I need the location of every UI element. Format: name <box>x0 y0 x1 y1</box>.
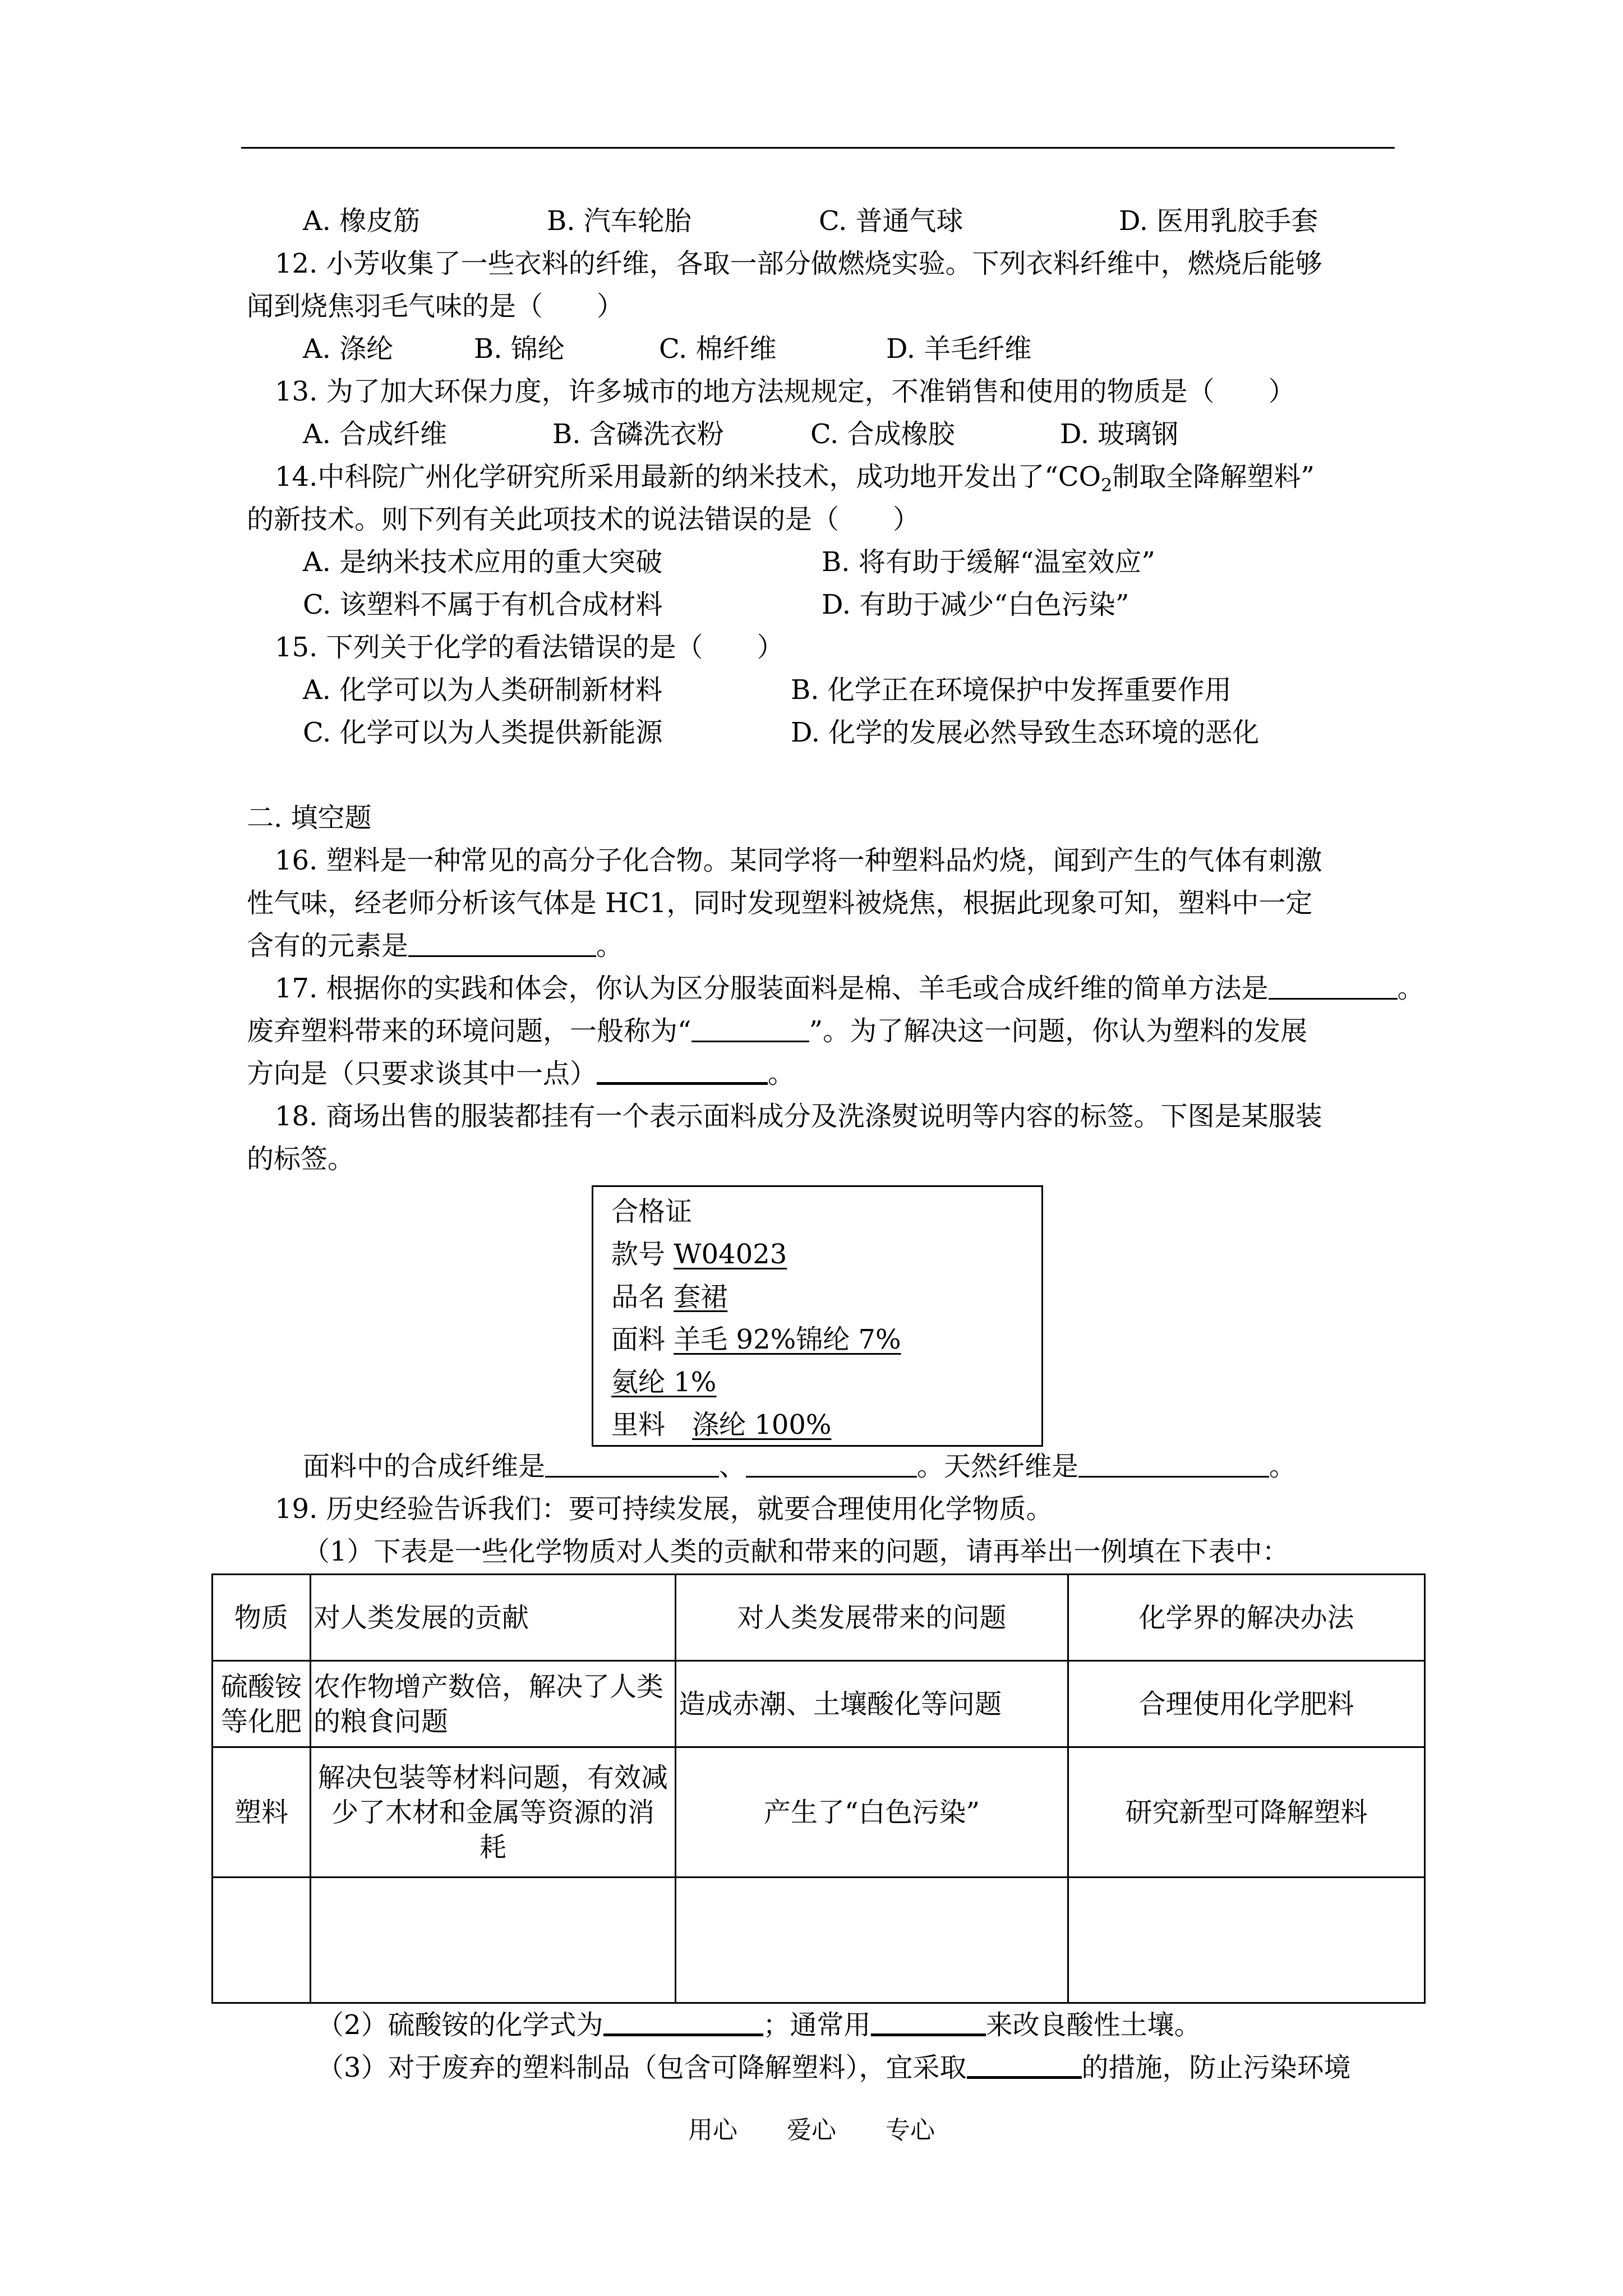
row2-problem: 产生了“白色污染” <box>676 1747 1068 1878</box>
row2-solution: 研究新型可降解塑料 <box>1068 1747 1425 1878</box>
q16-answer-blank[interactable] <box>408 931 596 957</box>
q17-line3: 方向是（只要求谈其中一点） 。 <box>247 1058 795 1089</box>
header-rule <box>241 147 1395 149</box>
q15-option-b: B. 化学正在环境保护中发挥重要作用 <box>791 674 1232 706</box>
q15-option-a: A. 化学可以为人类研制新材料 <box>303 674 663 706</box>
q16-line1: 16. 塑料是一种常见的高分子化合物。某同学将一种塑料品灼烧，闻到产生的气体有刺激 <box>275 845 1322 876</box>
q14-option-b: B. 将有助于缓解“温室效应” <box>822 546 1155 578</box>
q19-formula-blank[interactable] <box>603 2009 763 2036</box>
q11-option-a: A. 橡皮筋 <box>303 205 421 237</box>
row1-problem: 造成赤潮、土壤酸化等问题 <box>676 1661 1068 1747</box>
section2-title: 二. 填空题 <box>247 802 372 834</box>
q12-option-d: D. 羊毛纤维 <box>886 333 1032 365</box>
q18-natural-blank[interactable] <box>1078 1451 1269 1478</box>
row2-contribution: 解决包装等材料问题，有效减 少了木材和金属等资源的消 耗 <box>311 1747 676 1878</box>
q18-line1: 18. 商场出售的服装都挂有一个表示面料成分及洗涤熨说明等内容的标签。下图是某服装 <box>275 1101 1322 1132</box>
q14-option-a: A. 是纳米技术应用的重大突破 <box>303 546 663 578</box>
q17-line2: 废弃塑料带来的环境问题，一般称为“ ”。为了解决这一问题，你认为塑料的发展 <box>247 1015 1308 1047</box>
row1-substance: 硫酸铵 等化肥 <box>213 1661 311 1747</box>
q17-method-blank[interactable] <box>1269 973 1398 1000</box>
q13-option-a: A. 合成纤维 <box>303 418 448 450</box>
q16-line3: 含有的元素是 。 <box>247 930 624 961</box>
row3-solution-cell[interactable] <box>1068 1878 1425 2003</box>
row3-substance-cell[interactable] <box>213 1878 311 2003</box>
page-footer: 用心 爱心 专心 <box>688 2116 935 2145</box>
q12-line2: 闻到烧焦羽毛气味的是（ ） <box>247 291 624 322</box>
label-product-name: 品名 套裙 <box>611 1281 728 1313</box>
q17-problem-blank[interactable] <box>691 1016 809 1042</box>
q19-amendment-blank[interactable] <box>871 2009 986 2036</box>
row2-substance: 塑料 <box>213 1747 311 1878</box>
q14-line2: 的新技术。则下列有关此项技术的说法错误的是（ ） <box>247 504 920 535</box>
row3-problem-cell[interactable] <box>676 1878 1068 2003</box>
q13-option-b: B. 含磷洗衣粉 <box>552 418 724 450</box>
q17-line1: 17. 根据你的实践和体会，你认为区分服装面料是棉、羊毛或合成纤维的简单方法是 。 <box>275 973 1424 1004</box>
q12-option-a: A. 涤纶 <box>303 333 394 365</box>
header-problem: 对人类发展带来的问题 <box>676 1575 1068 1661</box>
q12-option-c: C. 棉纤维 <box>659 333 777 365</box>
row1-solution: 合理使用化学肥料 <box>1068 1661 1425 1747</box>
q19-sub2: （2）硫酸铵的化学式为 ；通常用 来改良酸性土壤。 <box>317 2009 1201 2041</box>
header-substance: 物质 <box>213 1575 311 1661</box>
row3-contribution-cell[interactable] <box>311 1878 676 2003</box>
q14-line1: 14.中科院广州化学研究所采用最新的纳米技术，成功地开发出了“$CO_2$制取全降解塑料” <box>275 461 1315 496</box>
q13-option-d: D. 玻璃钢 <box>1060 418 1179 450</box>
q15-option-d: D. 化学的发展必然导致生态环境的恶化 <box>791 717 1260 748</box>
q12-option-b: B. 锦纶 <box>474 333 565 365</box>
table-row <box>213 1661 1425 1747</box>
q15-option-c: C. 化学可以为人类提供新能源 <box>303 717 663 748</box>
garment-label <box>592 1185 1043 1447</box>
q14-option-c: C. 该塑料不属于有机合成材料 <box>303 589 663 620</box>
q19-sub3: （3）对于废弃的塑料制品（包含可降解塑料），宜采取 的措施，防止污染环境 <box>317 2052 1351 2083</box>
q11-option-b: B. 汽车轮胎 <box>547 205 691 237</box>
q13-option-c: C. 合成橡胶 <box>810 418 955 450</box>
q18-synthetic-blank-2[interactable] <box>746 1451 917 1478</box>
label-fabric-cont: 氨纶 1% <box>611 1366 717 1398</box>
row1-contribution: 农作物增产数倍，解决了人类 的粮食问题 <box>311 1661 676 1747</box>
q11-option-d: D. 医用乳胶手套 <box>1119 205 1318 237</box>
q18-answer-line: 面料中的合成纤维是 、 。天然纤维是 。 <box>303 1451 1297 1482</box>
table-row-empty[interactable] <box>213 1878 1425 2003</box>
q13-line1: 13. 为了加大环保力度，许多城市的地方法规规定，不准销售和使用的物质是（ ） <box>275 376 1295 407</box>
q18-synthetic-blank-1[interactable] <box>545 1451 719 1478</box>
q15-line1: 15. 下列关于化学的看法错误的是（ ） <box>275 632 784 663</box>
q11-option-c: C. 普通气球 <box>819 205 963 237</box>
q16-line2: 性气味，经老师分析该气体是 HC1，同时发现塑料被烧焦，根据此现象可知，塑料中一定 <box>247 887 1313 919</box>
chemistry-table <box>211 1573 1426 2004</box>
q17-direction-blank[interactable] <box>597 1057 768 1085</box>
header-solution: 化学界的解决办法 <box>1068 1575 1425 1661</box>
q19-line1: 19. 历史经验告诉我们：要可持续发展，就要合理使用化学物质。 <box>275 1493 1053 1525</box>
label-style-number: 款号 W04023 <box>611 1239 787 1270</box>
label-fabric: 面料 羊毛 92%锦纶 7% <box>611 1324 901 1355</box>
q19-sub1: （1）下表是一些化学物质对人类的贡献和带来的问题，请再举出一例填在下表中： <box>303 1536 1289 1567</box>
label-title: 合格证 <box>611 1196 693 1227</box>
q12-line1: 12. 小芳收集了一些衣料的纤维，各取一部分做燃烧实验。下列衣料纤维中，燃烧后能够 <box>275 248 1322 279</box>
table-header-row <box>213 1575 1425 1661</box>
q19-measure-blank[interactable] <box>967 2051 1082 2079</box>
label-lining: 里料 涤纶 100% <box>611 1409 832 1441</box>
header-contribution: 对人类发展的贡献 <box>311 1575 676 1661</box>
table-row <box>213 1747 1425 1878</box>
q14-option-d: D. 有助于减少“白色污染” <box>822 589 1129 620</box>
q18-line2: 的标签。 <box>247 1143 355 1175</box>
